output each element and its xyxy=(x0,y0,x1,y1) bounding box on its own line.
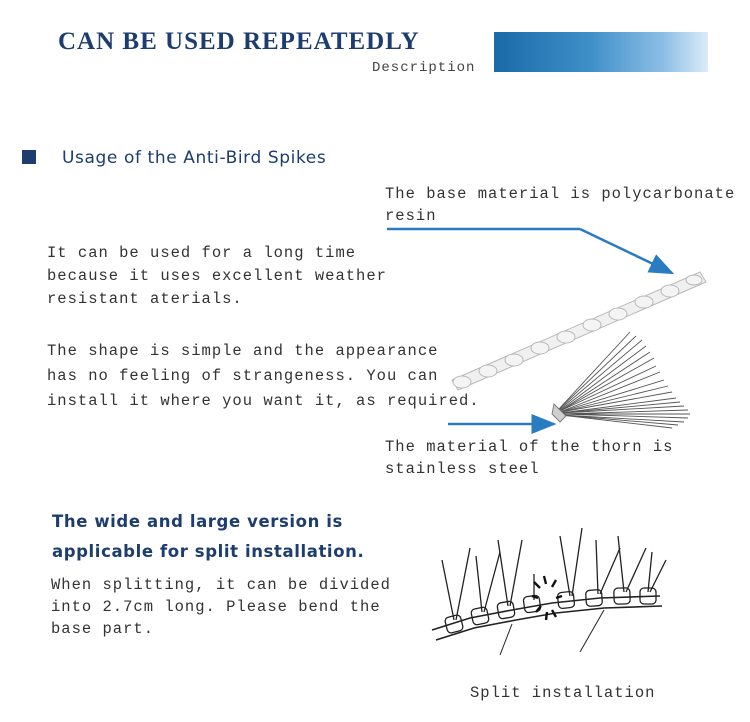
split-installation-sketch-icon xyxy=(432,528,666,655)
split-body: When splitting, it can be divided into 2.7cm long. Please bend the base part. xyxy=(51,576,391,638)
callout-thorn-material: The material of the thorn is stainless steel xyxy=(385,438,674,478)
base-pointer-arrow xyxy=(387,229,672,273)
spike-base-strip-icon xyxy=(452,272,706,390)
split-caption: Split installation xyxy=(470,684,656,702)
page-subtitle: Description xyxy=(372,60,476,76)
split-heading: The wide and large version is applicable for split installation. xyxy=(52,512,365,561)
steel-thorn-bundle-icon xyxy=(552,332,690,428)
page-title: CAN BE USED REPEATEDLY xyxy=(58,28,420,55)
paragraph-long-time: It can be used for a long time because it uses excellent weather resistant aterials. xyxy=(47,244,387,308)
paragraph-shape: The shape is simple and the appearance has no feeling of strangeness. You can install it where you want it, as required. xyxy=(47,342,480,410)
callout-base-material: The base material is polycarbonate resin xyxy=(385,185,736,225)
section-title: Usage of the Anti-Bird Spikes xyxy=(62,148,327,168)
